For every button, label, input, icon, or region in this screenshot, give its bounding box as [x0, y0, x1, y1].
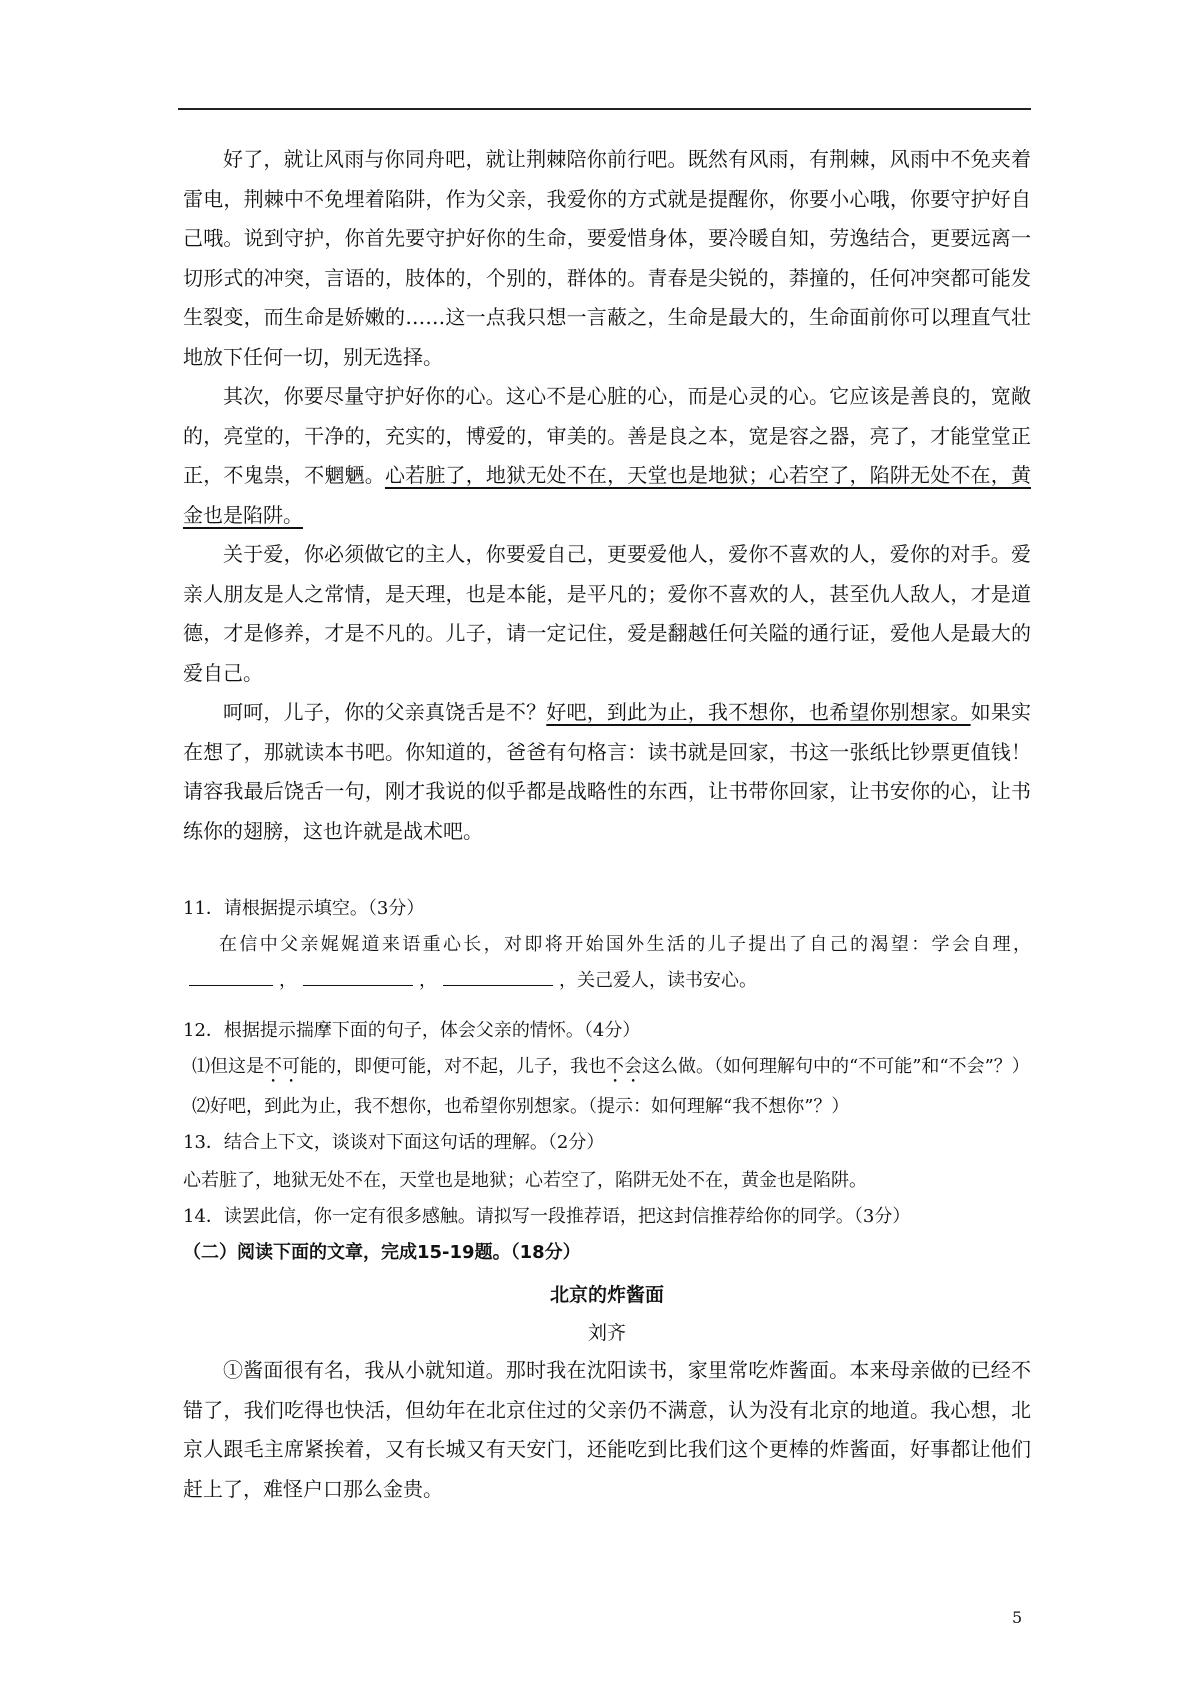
letter-paragraph-4-text-a: 呵呵，儿子，你的父亲真饶舌是不？ [223, 700, 547, 724]
question-13-heading: 13．结合上下文，谈谈对下面这句话的理解。（2分） [183, 1132, 605, 1153]
letter-paragraph-3: 关于爱，你必须做它的主人，你要爱自己，更要爱他人，爱你不喜欢的人，爱你的对手。爱亲人朋友是人之常情，是天理，也是本能，是平凡的；爱你不喜欢的人，甚至仇人敌人，才是道德，才是修养，才是不凡的。儿子，请一定记住，爱是翻越任何关隘的通行证，爱他人是最大的爱自己。 [183, 542, 1031, 685]
question-11-text-a: 在信中父亲娓娓道来语重心长，对即将开始国外生活的儿子提出了自己的渴望：学会自理， [219, 934, 1031, 955]
question-12-item-1 [183, 1049, 1031, 1087]
question-12-item-2: ⑵好吧，到此为止，我不想你，也希望你别想家。（提示：如何理解“我不想你”？） [192, 1096, 850, 1117]
page-number: 5 [1012, 1608, 1023, 1627]
question-11-heading: 11．请根据提示填空。（3分） [183, 898, 425, 919]
question-11-body [183, 927, 1031, 999]
letter-paragraph-4-text-b: 如果实在想了，那就读本书吧。你知道的，爸爸有句格言：读书就是回家，书这一张纸比钞票更值钱！请容我最后饶舌一句，刚才我说的似乎都是战略性的东西，让书带你回家，让书安你的心，让书练你的翅膀，这也许就是战术吧。 [183, 700, 1032, 843]
answer-blank-1[interactable] [189, 965, 273, 986]
question-12-heading: 12．根据提示揣摩下面的句子，体会父亲的情怀。（4分） [183, 1020, 641, 1041]
question-12-1-emphasis-2: 不会 [606, 1056, 642, 1077]
question-12-1-text-c: 这么做。（如何理解句中的“不可能”和“不会”？） [642, 1056, 1030, 1077]
answer-blank-2[interactable] [303, 965, 413, 986]
article-title: 北京的炸酱面 [549, 1284, 664, 1306]
question-13-quote: 心若脏了，地狱无处不在，天堂也是地狱；心若空了，陷阱无处不在，黄金也是陷阱。 [183, 1170, 867, 1191]
page-content [183, 140, 1031, 1509]
question-14: 14．读罢此信，你一定有很多感触。请拟写一段推荐语，把这封信推荐给你的同学。（3分） [183, 1206, 911, 1227]
article-paragraph-1: ①酱面很有名，我从小就知道。那时我在沈阳读书，家里常吃炸酱面。本来母亲做的已经不错了，我们吃得也快活，但幼年在北京住过的父亲仍不满意，认为没有北京的地道。我心想，北京人跟毛主席紧挨着，又有长城又有天安门，还能吃到比我们这个更棒的炸酱面，好事都让他们赶上了，难怪户口那么金贵。 [183, 1358, 1031, 1501]
header-rule [178, 108, 1031, 110]
letter-paragraph-2-text: 其次，你要尽量守护好你的心。这心不是心脏的心，而是心灵的心。它应该是善良的，宽敞的，亮堂的，干净的，充实的，博爱的，审美的。善是良之本，宽是容之器，亮了，才能堂堂正正，不鬼祟，不魍魉。 [183, 384, 1031, 487]
answer-blank-3[interactable] [443, 965, 553, 986]
letter-paragraph-2 [183, 377, 1031, 535]
letter-paragraph-4 [183, 693, 1031, 851]
question-12-1-emphasis-1: 不可 [264, 1056, 300, 1077]
letter-paragraph-2-underlined: 心若脏了，地狱无处不在，天堂也是地狱；心若空了，陷阱无处不在，黄金也是陷阱。 [183, 463, 1032, 527]
letter-paragraph-4-underlined: 好吧，到此为止，我不想你，也希望你别想家。 [546, 700, 971, 724]
question-11-sep-2: ， [419, 970, 437, 991]
article-author: 刘齐 [587, 1322, 626, 1344]
letter-paragraph-1: 好了，就让风雨与你同舟吧，就让荆棘陪你前行吧。既然有风雨，有荆棘，风雨中不免夹着雷电，荆棘中不免埋着陷阱，作为父亲，我爱你的方式就是提醒你，你要小心哦，你要守护好自己哦。说到守护，你首先要守护好你的生命，要爱惜身体，要冷暖自知，劳逸结合，更要远离一切形式的冲突，言语的，肢体的，个别的，群体的。青春是尖锐的，莽撞的，任何冲突都可能发生裂变，而生命是娇嫩的……这一点我只想一言蔽之，生命是最大的，生命面前你可以理直气壮地放下任何一切，别无选择。 [183, 147, 1031, 369]
question-12-1-text-b: 能的，即便可能，对不起，儿子，我也 [300, 1056, 606, 1077]
question-12-1-text-a: ⑴但这是 [192, 1056, 264, 1077]
question-11-text-b: ，关己爱人，读书安心。 [559, 970, 757, 991]
section-2-heading: （二）阅读下面的文章，完成15-19题。（18分） [183, 1242, 581, 1263]
question-11-sep-1: ， [279, 970, 297, 991]
